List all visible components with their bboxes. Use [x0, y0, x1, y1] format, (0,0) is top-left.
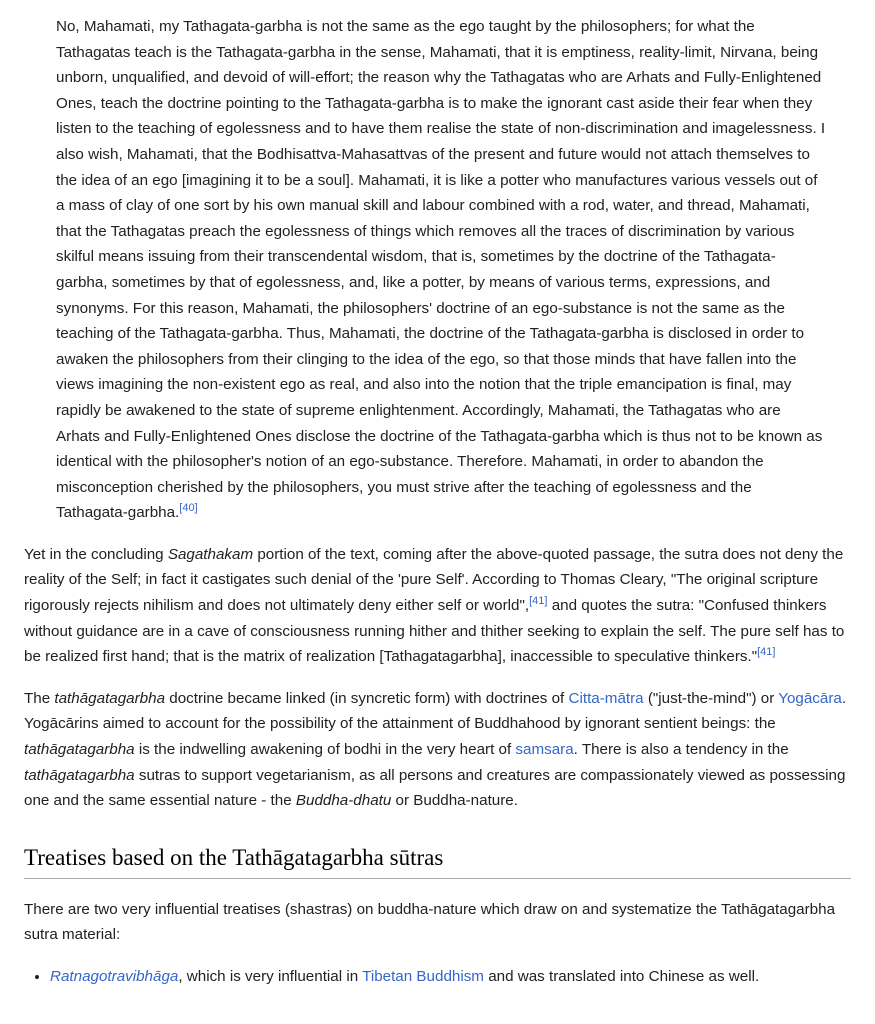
tathagatagarbha-term-2: tathāgatagarbha	[24, 741, 135, 759]
buddha-dhatu-term: Buddha-dhatu	[295, 792, 392, 810]
para2-text-2: doctrine became linked (in syncretic form) with doctrines of	[165, 689, 569, 707]
para2-text-7: sutras to support vegetarianism, as all persons and creatures are compassionately viewed as possessing one and the same essential nature - the	[24, 766, 846, 810]
tathagatagarbha-term-3: tathāgatagarbha	[24, 766, 135, 784]
citation-41b[interactable]	[757, 646, 775, 658]
citation-40[interactable]	[179, 502, 197, 514]
quote-text: No, Mahamati, my Tathagata-garbha is not the same as the ego taught by the philosophers; for what the Tathagatas teach is the Tathagata-garbha in the sense, Mahamati, that it is emptiness, reality-limit, Nirvana, being unborn, unqualified, and devoid of will-effort; the reason why the Tathagatas who are Arhats and Fully-Enlightened Ones, teach the doctrine pointing to the Tathagata-garbha is to make the ignorant cast aside their fear when they listen to the teaching of egolessness and to have them realise the state of non-discrimination and imagelessness. I also wish, Mahamati, that the Bodhisattva-Mahasattvas of the present and future would not attach themselves to the idea of an ego [imagining it to be a soul]. Mahamati, it is like a potter who manufactures various vessels out of a mass of clay of one sort by his own manual skill and labour combined with a rod, water, and thread, Mahamati, that the Tathagatas preach the egolessness of things which removes all the traces of discrimination by various skilful means issuing from their transcendental wisdom, that is, sometimes by the doctrine of the Tathagata-garbha, sometimes by that of egolessness, and, like a potter, by means of various terms, expressions, and synonyms. For this reason, Mahamati, the philosophers' doctrine of an ego-substance is not the same as the teaching of the Tathagata-garbha. Thus, Mahamati, the doctrine of the Tathagata-garbha is disclosed in order to awaken the philosophers from their clinging to the idea of the ego, so that those minds that have fallen into the views imagining the non-existent ego as real, and also into the notion that the triple emancipation is final, may rapidly be awakened to the state of supreme enlightenment. Accordingly, Mahamati, the Tathagatas who are Arhats and Fully-Enlightened Ones disclose the doctrine of the Tathagata-garbha which is thus not to be known as identical with the philosopher's notion of an ego-substance. Therefore. Mahamati, in order to abandon the misconception cherished by the philosophers, you must strive after the teaching of egolessness and the Tathagata-garbha.	[56, 18, 826, 522]
paragraph-sagathakam	[24, 542, 851, 670]
ratnagotravibhaga-link[interactable]	[50, 968, 178, 985]
ratnagotravibhaga-title[interactable]: Ratnagotravibhāga	[50, 968, 179, 985]
samsara-link[interactable]: samsara	[515, 741, 574, 759]
item1-text-1: , which is very influential in	[178, 968, 363, 985]
list-item	[50, 964, 851, 990]
citta-matra-link[interactable]: Citta-mātra	[568, 689, 644, 707]
citation-41a-link[interactable]: [41]	[529, 595, 548, 607]
para2-text-3: ("just-the-mind") or	[643, 689, 779, 707]
citation-41b-link[interactable]: [41]	[757, 646, 776, 659]
section-intro: There are two very influential treatises (shastras) on buddha-nature which draw on and systematize the Tathāgatagarbha sutra material:	[24, 900, 836, 944]
para1-text-3: and quotes the sutra: "Confused thinkers without guidance are in a cave of consciousness running hither and thither seeking to explain the self. The pure self has to be realized first hand; that is the matrix of realization [Tathagatagarbha], inaccessible to speculative thinkers."	[24, 597, 845, 666]
para2-text-1: The	[24, 689, 55, 707]
para2-text-6: . There is also a tendency in the	[573, 741, 789, 759]
tibetan-buddhism-link[interactable]: Tibetan Buddhism	[362, 968, 484, 985]
para1-text-2: portion of the text, coming after the above-quoted passage, the sutra does not deny the reality of the Self; in fact it castigates such denial of the 'pure Self'. According to Thomas Cleary, "The original scripture rigorously rejects nihilism and does not ultimately deny either self or world",	[24, 545, 844, 615]
citation-41a[interactable]	[529, 595, 547, 607]
para1-text-1: Yet in the concluding	[24, 545, 168, 563]
paragraph-yogacara	[24, 686, 851, 814]
citation-40-link[interactable]: [40]	[179, 502, 198, 515]
para2-text-5: is the indwelling awakening of bodhi in the very heart of	[134, 741, 516, 759]
item1-text-2: and was translated into Chinese as well.	[483, 968, 760, 985]
sagathakam-term: Sagathakam	[167, 545, 254, 563]
para2-text-4: . Yogācārins aimed to account for the possibility of the attainment of Buddhahood by ignorant sentient beings: the	[24, 689, 847, 733]
treatise-list	[50, 964, 851, 990]
yogacara-link[interactable]: Yogācāra	[778, 689, 842, 707]
section-heading: Treatises based on the Tathāgatagarbha sūtras	[24, 844, 851, 879]
tathagatagarbha-term-1: tathāgatagarbha	[54, 689, 166, 707]
para2-text-8: or Buddha-nature.	[391, 792, 518, 810]
lankavatara-quote	[56, 14, 826, 526]
